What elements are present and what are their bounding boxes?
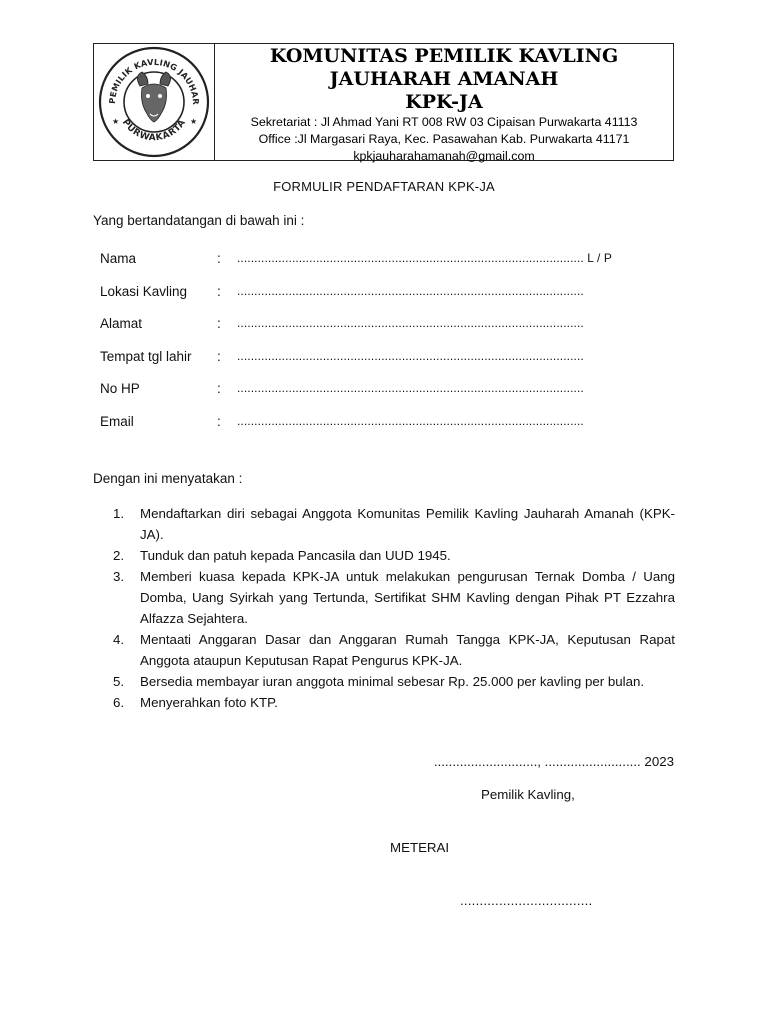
field-label: Email: [100, 413, 134, 429]
form-title: FORMULIR PENDAFTARAN KPK-JA: [273, 179, 495, 194]
stamp-label: METERAI: [390, 840, 450, 855]
svg-text:PURWAKARTA: PURWAKARTA: [119, 117, 189, 144]
list-text: Menyerahkan foto KTP.: [140, 695, 278, 710]
list-item: [113, 692, 675, 713]
field-row-email: [100, 414, 680, 447]
list-text: Mendaftarkan diri sebagai Anggota Komunitas Pemilik Kavling Jauharah Amanah (KPK-JA).: [140, 506, 675, 542]
field-label: Lokasi Kavling: [100, 283, 188, 299]
list-number: 3.: [113, 569, 125, 584]
field-label: Alamat: [100, 316, 143, 332]
field-row-lokasi-kavling: [100, 284, 680, 317]
list-number: 2.: [113, 548, 125, 563]
field-blank-tempat-tgl-lahir[interactable]: .....................................................................................................: [237, 348, 584, 363]
list-item: [113, 671, 675, 692]
field-colon: :: [217, 413, 221, 429]
org-title-line-1: KOMUNITAS PEMILIK KAVLING: [269, 45, 619, 67]
logo-seal-icon: [98, 46, 210, 158]
field-label: No HP: [100, 381, 140, 397]
secretariat-address: Sekretariat : Jl Ahmad Yani RT 008 RW 03 Cipaisan Purwakarta 41113: [250, 115, 638, 129]
date-place-line[interactable]: ............................, .......................... 2023: [433, 754, 674, 769]
office-address: Office :Jl Margasari Raya, Kec. Pasawahan Kab. Purwakarta 41171: [258, 132, 630, 146]
field-row-no-hp: [100, 381, 680, 414]
organization-logo: [98, 46, 210, 158]
org-title-line-2: JAUHARAH AMANAH: [329, 68, 559, 90]
list-item: [113, 503, 675, 545]
field-colon: :: [217, 251, 221, 266]
field-blank-lokasi-kavling[interactable]: .....................................................................................................: [237, 283, 584, 298]
svg-text:★: ★: [190, 117, 198, 126]
field-row-nama: [100, 251, 680, 284]
organization-name: [215, 44, 673, 114]
letterhead: [93, 43, 674, 161]
field-row-tempat-tgl-lahir: [100, 349, 680, 382]
field-blank-email[interactable]: .....................................................................................................: [237, 413, 584, 428]
field-colon: :: [217, 283, 221, 299]
list-text: Bersedia membayar iuran anggota minimal sebesar Rp. 25.000 per kavling per bulan.: [140, 674, 645, 689]
list-number: 4.: [113, 632, 125, 647]
org-title-line-3: KPK-JA: [405, 91, 483, 113]
field-label: Nama: [100, 251, 137, 266]
intro-text: Yang bertandatangan di bawah ini :: [93, 213, 305, 228]
organization-email: kpkjauharahamanah@gmail.com: [353, 149, 535, 163]
field-colon: :: [217, 381, 221, 397]
field-row-alamat: [100, 316, 680, 349]
svg-text:KOMUNITAS PEMILIK KAVLING JAUH: PEMILIK KAVLING JAUHAR: [106, 56, 202, 106]
svg-text:★: ★: [112, 117, 120, 126]
goat-head-icon: [137, 72, 170, 122]
list-text: Memberi kuasa kepada KPK-JA untuk melakukan pengurusan Ternak Domba / Uang Domba, Uang Syirkah yang Tertunda, Sertifikat SHM Kavling dengan Pihak PT Ezzahra Alfazza Sejahtera.: [140, 569, 675, 626]
registration-fields: [100, 251, 680, 447]
field-blank-no-hp[interactable]: .....................................................................................................: [237, 381, 584, 396]
declaration-list: [113, 503, 675, 713]
declaration-intro: Dengan ini menyatakan :: [93, 471, 243, 486]
list-item: [113, 566, 675, 629]
field-blank-nama[interactable]: ..................................................................................................... L / P: [237, 251, 612, 265]
list-item: [113, 545, 675, 566]
list-number: 6.: [113, 695, 125, 710]
list-item: [113, 629, 675, 671]
list-number: 5.: [113, 674, 125, 689]
list-text: Tunduk dan patuh kepada Pancasila dan UUD 1945.: [140, 548, 451, 563]
signature-line[interactable]: ..................................: [460, 893, 593, 908]
owner-label: Pemilik Kavling,: [481, 787, 575, 802]
field-colon: :: [217, 316, 221, 332]
field-label: Tempat tgl lahir: [100, 348, 192, 364]
field-colon: :: [217, 348, 221, 364]
list-text: Mentaati Anggaran Dasar dan Anggaran Rumah Tangga KPK-JA, Keputusan Rapat Anggota ataupun Keputusan Rapat Pengurus KPK-JA.: [140, 632, 675, 668]
field-blank-alamat[interactable]: .....................................................................................................: [237, 316, 584, 331]
list-number: 1.: [113, 506, 125, 521]
organization-contact: [215, 114, 673, 165]
